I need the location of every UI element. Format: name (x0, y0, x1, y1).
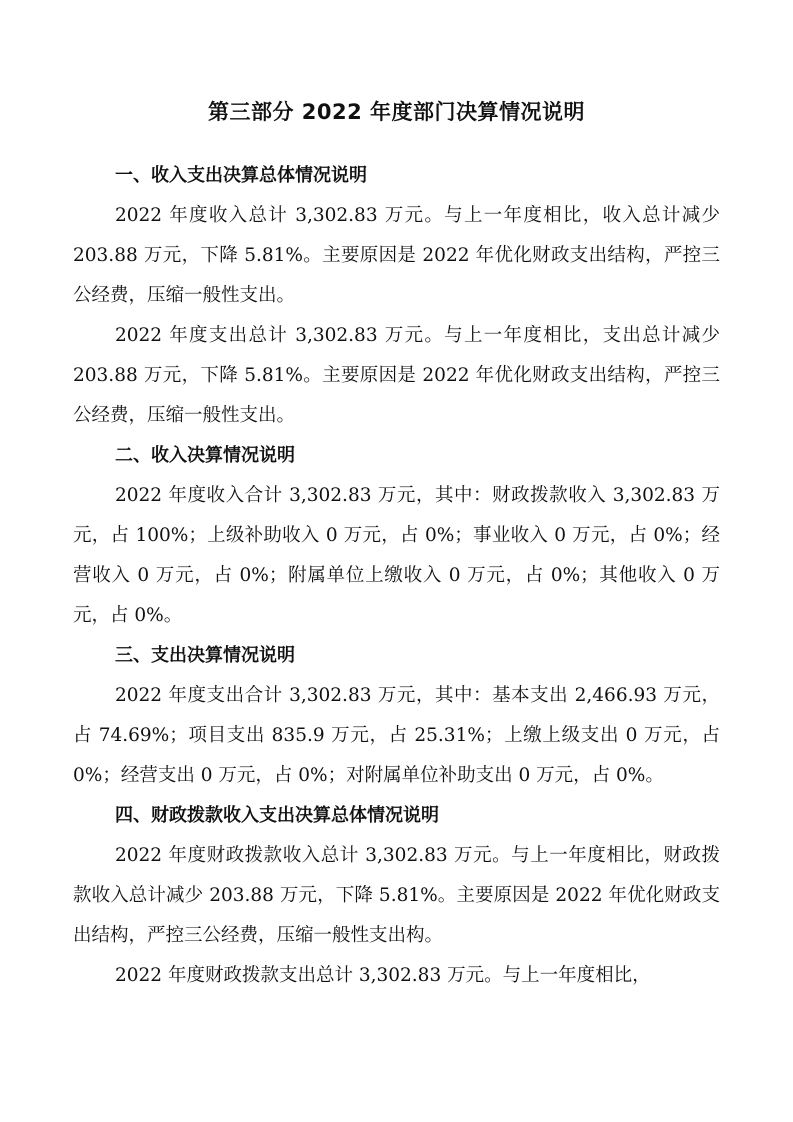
paragraph: 2022 年度收入总计 3,302.83 万元。与上一年度相比，收入总计减少 203.88 万元，下降 5.81%。主要原因是 2022 年优化财政支出结构，严控三公经费，压缩一般性支出。 (73, 205, 720, 306)
paragraph: 2022 年度财政拨款支出总计 3,302.83 万元。与上一年度相比， (115, 965, 651, 986)
paragraph: 2022 年度支出合计 3,302.83 万元，其中：基本支出 2,466.93 万元，占 74.69%；项目支出 835.9 万元，占 25.31%；上缴上级支出 0 万元，占 0%；经营支出 0 万元，占 0%；对附属单位补助支出 0 万元，占 0%。 (73, 685, 720, 786)
section-heading-3: 三、支出决算情况说明 (115, 645, 295, 666)
page-title: 第三部分 2022 年度部门决算情况说明 (207, 100, 586, 124)
paragraph: 2022 年度收入合计 3,302.83 万元，其中：财政拨款收入 3,302.83 万元，占 100%；上级补助收入 0 万元，占 0%；事业收入 0 万元，占 0%；经营收入 0 万元，占 0%；附属单位上缴收入 0 万元，占 0%；其他收入 0 万元，占 0%。 (73, 485, 720, 626)
paragraph: 2022 年度财政拨款收入总计 3,302.83 万元。与上一年度相比，财政拨款收入总计减少 203.88 万元，下降 5.81%。主要原因是 2022 年优化财政支出结构，严控三公经费，压缩一般性支出构。 (73, 845, 720, 946)
section-heading-4: 四、财政拨款收入支出决算总体情况说明 (115, 805, 439, 826)
section-heading-1: 一、收入支出决算总体情况说明 (115, 165, 367, 186)
paragraph: 2022 年度支出总计 3,302.83 万元。与上一年度相比，支出总计减少 203.88 万元，下降 5.81%。主要原因是 2022 年优化财政支出结构，严控三公经费，压缩一般性支出。 (73, 325, 720, 426)
section-heading-2: 二、收入决算情况说明 (115, 445, 295, 466)
